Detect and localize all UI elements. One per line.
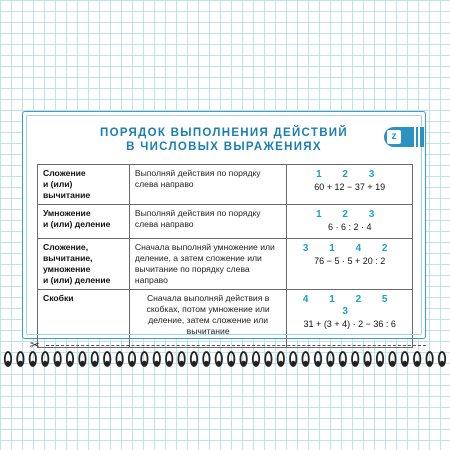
spiral-ring: [352, 352, 358, 366]
spiral-ring: [414, 352, 420, 366]
spiral-ring: [116, 352, 122, 366]
spiral-ring: [191, 352, 197, 366]
operation-cell: Сложение, вычитание, умножение и (или) деление: [38, 239, 130, 290]
spiral-ring: [216, 352, 222, 366]
spiral-ring: [402, 352, 408, 366]
spiral-ring: [302, 352, 308, 366]
table-row: [38, 239, 413, 290]
cut-line: [46, 345, 426, 346]
example-expression: 31 + (3 + 4) · 2 − 36 : 6: [303, 319, 396, 329]
spiral-ring: [426, 352, 432, 366]
spiral-ring: [141, 352, 147, 366]
spiral-ring: [129, 352, 135, 366]
spiral-ring: [364, 352, 370, 366]
spiral-ring: [203, 352, 209, 366]
operation-cell: Сложение и (или) вычитание: [38, 165, 130, 205]
spiral-binding: [0, 348, 450, 370]
order-numbers: 4 1 2 5 3: [302, 294, 397, 317]
tab-stripe: [418, 127, 420, 147]
spiral-ring: [79, 352, 85, 366]
rules-card: [22, 111, 426, 339]
example-cell: [287, 290, 413, 348]
order-of-operations-table: [37, 164, 413, 348]
spiral-ring: [278, 352, 284, 366]
spiral-ring: [240, 352, 246, 366]
spiral-ring: [290, 352, 296, 366]
description-cell: Выполняй действия по порядку слева направо: [129, 205, 287, 239]
example-cell: [287, 205, 413, 239]
tab-stripe: [414, 127, 416, 147]
description-cell: Сначала выполняй умножение или деление, а затем сложение или вычитание по порядку слева направо: [129, 239, 287, 290]
scissors-icon: ✂: [30, 338, 41, 352]
spiral-ring: [42, 352, 48, 366]
description-cell: Сначала выполняй действия в скобках, потом умножение или деление, затем сложение или вычитание: [129, 290, 287, 348]
spiral-ring: [30, 352, 36, 366]
order-numbers: 1 2 3: [316, 209, 384, 220]
spiral-ring: [17, 352, 23, 366]
spiral-ring: [5, 352, 11, 366]
example-expression: 6 · 6 : 2 · 4: [327, 222, 372, 232]
operation-cell: Скобки: [38, 290, 130, 348]
spiral-ring: [228, 352, 234, 366]
spiral-ring: [265, 352, 271, 366]
spiral-ring: [178, 352, 184, 366]
order-numbers: 3 1 4 2: [302, 243, 397, 254]
spiral-ring: [389, 352, 395, 366]
spiral-ring: [377, 352, 383, 366]
spiral-ring: [154, 352, 160, 366]
page-title: [23, 126, 425, 154]
spiral-ring: [54, 352, 60, 366]
table-row: [38, 290, 413, 348]
spiral-ring: [166, 352, 172, 366]
spiral-ring: [327, 352, 333, 366]
order-numbers: 1 2 3: [316, 169, 384, 180]
notebook-page: [0, 95, 450, 355]
example-expression: 76 − 5 · 5 + 20 : 2: [314, 256, 386, 266]
example-expression: 60 + 12 − 37 + 19: [314, 182, 386, 192]
example-cell: [287, 165, 413, 205]
spiral-ring: [104, 352, 110, 366]
spiral-ring: [315, 352, 321, 366]
example-cell: [287, 239, 413, 290]
bookmark-tab: [384, 127, 424, 147]
spiral-ring: [340, 352, 346, 366]
title-line-1: ПОРЯДОК ВЫПОЛНЕНИЯ ДЕЙСТВИЙ: [100, 127, 348, 139]
table-row: [38, 165, 413, 205]
table-row: [38, 205, 413, 239]
spiral-ring: [439, 352, 445, 366]
operation-cell: Умножение и (или) деление: [38, 205, 130, 239]
description-cell: Выполняй действия по порядку слева направо: [129, 165, 287, 205]
tab-badge: z: [387, 130, 401, 144]
spiral-ring: [253, 352, 259, 366]
title-line-2: В ЧИСЛОВЫХ ВЫРАЖЕНИЯХ: [126, 141, 322, 153]
spiral-ring: [67, 352, 73, 366]
spiral-ring: [92, 352, 98, 366]
